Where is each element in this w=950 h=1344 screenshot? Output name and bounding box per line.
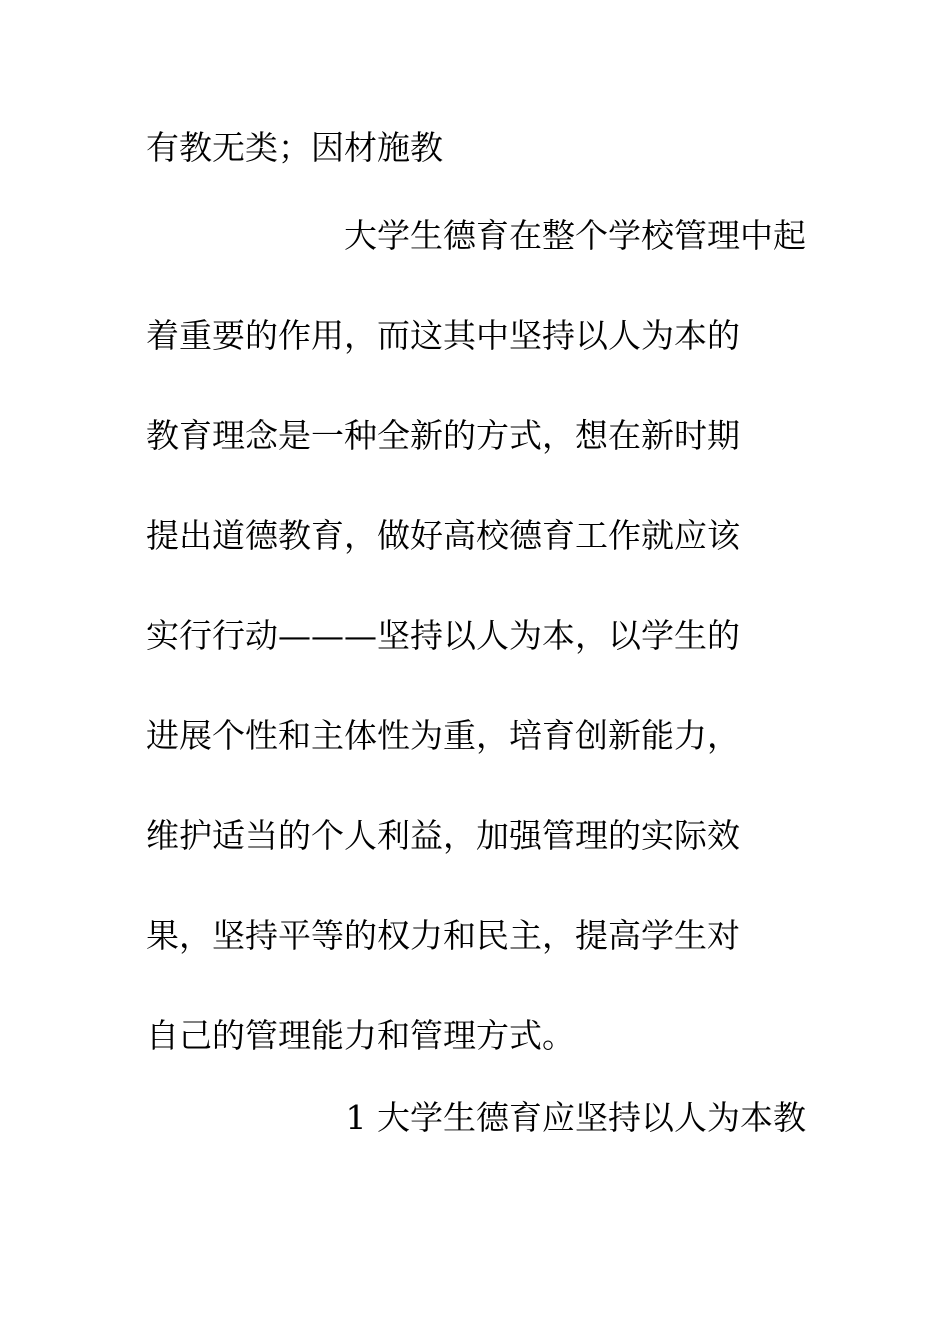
paragraph-line: 自己的管理能力和管理方式。 xyxy=(146,1016,575,1055)
section-heading-line: 1 大学生德育应坚持以人为本教 xyxy=(345,1098,806,1137)
paragraph-line: 提出道德教育，做好高校德育工作就应该 xyxy=(146,516,740,555)
paragraph-line: 实行行动———坚持以人为本，以学生的 xyxy=(146,616,740,655)
paragraph-line: 果，坚持平等的权力和民主，提高学生对 xyxy=(146,916,740,955)
paragraph-line: 进展个性和主体性为重，培育创新能力， xyxy=(146,716,740,755)
paragraph-line: 维护适当的个人利益，加强管理的实际效 xyxy=(146,816,740,855)
paragraph-line: 大学生德育在整个学校管理中起 xyxy=(344,216,806,255)
heading-line: 有教无类；因材施教 xyxy=(146,128,443,167)
paragraph-line: 着重要的作用，而这其中坚持以人为本的 xyxy=(146,316,740,355)
paragraph-line: 教育理念是一种全新的方式，想在新时期 xyxy=(146,416,740,455)
